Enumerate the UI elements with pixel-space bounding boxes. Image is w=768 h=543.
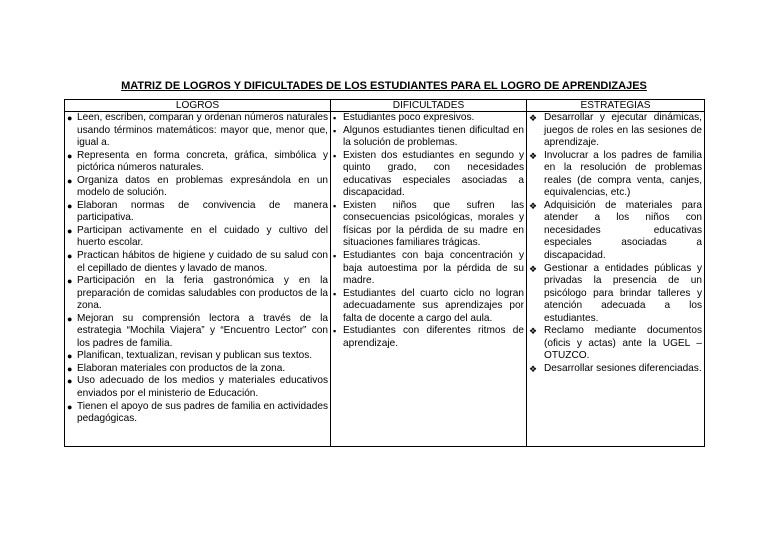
estrategias-item <box>529 263 702 326</box>
dificultades-item <box>333 288 524 326</box>
diamond-bullet-icon: ❖ <box>529 113 538 123</box>
estrategias-item <box>529 325 702 363</box>
diamond-bullet-icon: ❖ <box>529 200 538 211</box>
dificultades-cell <box>331 112 527 447</box>
dificultades-text: Estudiantes poco expresivos. <box>343 112 475 123</box>
logros-item <box>67 350 328 363</box>
round-bullet-icon: ● <box>67 251 73 262</box>
round-bullet-icon: ● <box>67 401 73 412</box>
logros-text: Mejoran su comprensión lectora a través de la estrategia “Mochila Viajera” y “Encuentro Lector” con los padres de familia. <box>77 312 328 349</box>
square-bullet-icon: ▪ <box>333 113 337 123</box>
estrategias-text: Reclamo mediante documentos (oficis y actas) ante la UGEL – OTUZCO. <box>544 325 702 362</box>
round-bullet-icon: ● <box>67 225 73 236</box>
square-bullet-icon: ▪ <box>333 326 337 337</box>
dificultades-list <box>333 112 524 350</box>
logros-cell <box>65 112 331 447</box>
square-bullet-icon: ▪ <box>333 200 337 211</box>
round-bullet-icon: ● <box>67 313 73 324</box>
estrategias-cell <box>527 112 705 447</box>
dificultades-text: Estudiantes del cuarto ciclo no logran adecuadamente sus aprendizajes por falta de docente a cargo del aula. <box>343 287 524 324</box>
logros-text: Leen, escriben, comparan y ordenan números naturales usando términos matemáticos: mayor que, menor que, igual a. <box>77 112 328 149</box>
round-bullet-icon: ● <box>67 200 73 211</box>
square-bullet-icon: ▪ <box>333 251 337 262</box>
estrategias-list <box>529 112 702 375</box>
estrategias-text: Desarrollar y ejecutar dinámicas, juegos de roles en las sesiones de aprendizaje. <box>544 112 702 149</box>
logros-item <box>67 275 328 313</box>
round-bullet-icon: ● <box>67 276 73 287</box>
dificultades-text: Algunos estudiantes tienen dificultad en la solución de problemas. <box>343 124 524 149</box>
diamond-bullet-icon: ❖ <box>529 326 538 337</box>
dificultades-text: Existen niños que sufren las consecuencias psicológicas, morales y físicas por la pérdida de su madre en situaciones familiares trágicas. <box>343 199 524 249</box>
logros-text: Uso adecuado de los medios y materiales educativos enviados por el ministerio de Educación. <box>77 375 328 400</box>
estrategias-text: Adquisición de materiales para atender a los niños con necesidades educativas especiales asociadas a discapacidad. <box>544 199 702 262</box>
square-bullet-icon: ▪ <box>333 125 337 136</box>
diamond-bullet-icon: ❖ <box>529 150 538 161</box>
content-row <box>65 112 705 447</box>
logros-text: Planifican, textualizan, revisan y publican sus textos. <box>77 350 313 362</box>
dificultades-item <box>333 150 524 200</box>
round-bullet-icon: ● <box>67 150 73 161</box>
matrix-table <box>64 99 705 447</box>
diamond-bullet-icon: ❖ <box>529 263 538 274</box>
round-bullet-icon: ● <box>67 175 73 186</box>
logros-item <box>67 250 328 275</box>
estrategias-item <box>529 363 702 376</box>
logros-item <box>67 363 328 376</box>
logros-text: Participación en la feria gastronómica y en la preparación de comidas saludables con productos de la zona. <box>77 275 328 312</box>
square-bullet-icon: ▪ <box>333 150 337 161</box>
logros-text: Participan activamente en el cuidado y cultivo del huerto escolar. <box>77 224 328 249</box>
document-title: MATRIZ DE LOGROS Y DIFICULTADES DE LOS ESTUDIANTES PARA EL LOGRO DE APRENDIZAJES <box>121 80 647 92</box>
logros-item <box>67 175 328 200</box>
estrategias-text: Involucrar a los padres de familia en la resolución de problemas reales (de compra venta, canjes, equivalencias, etc.) <box>544 149 702 199</box>
logros-text: Elaboran materiales con productos de la zona. <box>77 362 286 374</box>
dificultades-item <box>333 200 524 250</box>
dificultades-item <box>333 125 524 150</box>
round-bullet-icon: ● <box>67 376 73 387</box>
logros-item <box>67 150 328 175</box>
estrategias-item <box>529 112 702 150</box>
round-bullet-icon: ● <box>67 363 73 374</box>
header-estrategias: ESTRATEGIAS <box>527 100 705 112</box>
round-bullet-icon: ● <box>67 351 73 362</box>
estrategias-item <box>529 200 702 263</box>
header-row <box>65 100 705 112</box>
dificultades-text: Estudiantes con diferentes ritmos de aprendizaje. <box>343 325 524 349</box>
header-logros: LOGROS <box>65 100 331 112</box>
logros-item <box>67 200 328 225</box>
round-bullet-icon: ● <box>67 113 73 123</box>
header-dificultades: DIFICULTADES <box>331 100 527 112</box>
estrategias-text: Desarrollar sesiones diferenciadas. <box>544 362 702 374</box>
dificultades-text: Estudiantes con baja concentración y baja autoestima por la pérdida de su madre. <box>343 250 524 287</box>
square-bullet-icon: ▪ <box>333 288 337 299</box>
dificultades-item <box>333 250 524 288</box>
logros-text: Elaboran normas de convivencia de manera participativa. <box>77 199 328 224</box>
logros-item <box>67 225 328 250</box>
logros-text: Representa en forma concreta, gráfica, simbólica y pictórica números naturales. <box>77 149 328 174</box>
logros-text: Tienen el apoyo de sus padres de familia en actividades pedagógicas. <box>77 400 329 425</box>
logros-text: Practican hábitos de higiene y cuidado de su salud con el cepillado de dientes y lavado de manos. <box>77 250 328 274</box>
logros-item <box>67 313 328 351</box>
estrategias-item <box>529 150 702 200</box>
dificultades-item <box>333 112 524 125</box>
dificultades-text: Existen dos estudiantes en segundo y quinto grado, con necesidades educativas especiales asociadas a discapacidad. <box>343 149 524 199</box>
dificultades-item <box>333 325 524 350</box>
logros-item <box>67 375 328 400</box>
logros-list <box>67 112 328 426</box>
logros-item <box>67 401 328 426</box>
logros-text: Organiza datos en problemas expresándola en un modelo de solución. <box>77 174 328 199</box>
diamond-bullet-icon: ❖ <box>529 363 538 374</box>
estrategias-text: Gestionar a entidades públicas y privadas la presencia de un psicólogo para brindar talleres y atención adecuada a los estudiantes. <box>544 262 702 324</box>
logros-item <box>67 112 328 150</box>
